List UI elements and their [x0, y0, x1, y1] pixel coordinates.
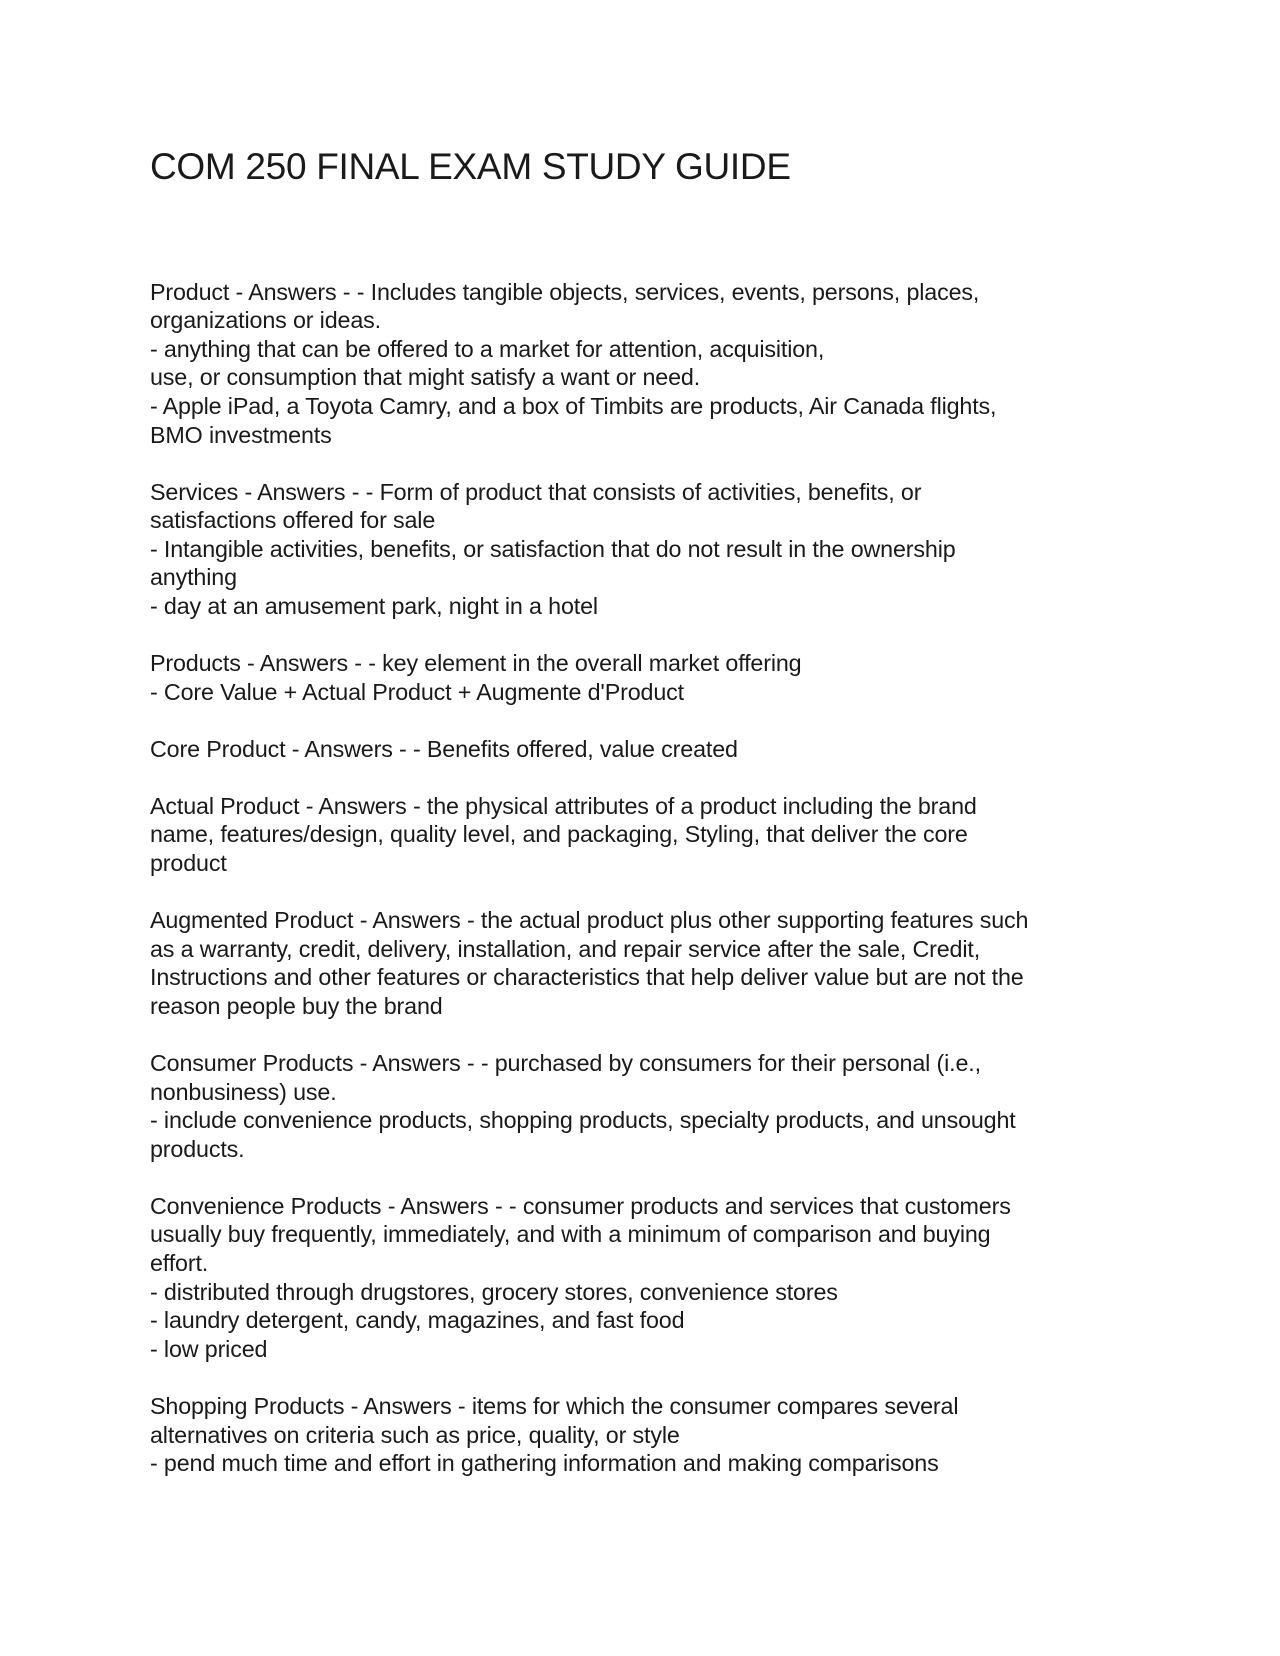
entry-line: satisfactions offered for sale [150, 507, 436, 534]
entry-line: - low priced [150, 1335, 268, 1362]
glossary-entry [150, 735, 1150, 764]
entry-line: Actual Product - Answers - the physical attributes of a product including the brand [150, 792, 977, 819]
glossary-entry [150, 906, 1150, 1020]
entry-line: - anything that can be offered to a market for attention, acquisition, [150, 335, 825, 362]
glossary-entry [150, 792, 1150, 878]
entry-line: - laundry detergent, candy, magazines, and fast food [150, 1307, 685, 1334]
glossary-entry [150, 278, 1150, 450]
entry-line: - Intangible activities, benefits, or satisfaction that do not result in the ownership [150, 535, 956, 562]
entry-line: name, features/design, quality level, and packaging, Styling, that deliver the core [150, 821, 968, 848]
glossary-entry [150, 1392, 1150, 1478]
entry-line: as a warranty, credit, delivery, installation, and repair service after the sale, Credit, [150, 935, 981, 962]
entry-line: - day at an amusement park, night in a hotel [150, 592, 598, 619]
entry-line: alternatives on criteria such as price, quality, or style [150, 1421, 680, 1448]
entry-line: - pend much time and effort in gathering information and making comparisons [150, 1450, 939, 1477]
entry-line: BMO investments [150, 421, 332, 448]
entry-line: nonbusiness) use. [150, 1078, 337, 1105]
entry-line: products. [150, 1135, 245, 1162]
entry-line: reason people buy the brand [150, 992, 443, 1019]
entry-line: Instructions and other features or characteristics that help deliver value but are not the [150, 964, 1024, 991]
entry-line: Convenience Products - Answers - - consumer products and services that customers [150, 1192, 1011, 1219]
entry-line: Product - Answers - - Includes tangible objects, services, events, persons, places, [150, 278, 980, 305]
entry-line: - include convenience products, shopping products, specialty products, and unsought [150, 1107, 1016, 1134]
glossary-entry [150, 649, 1150, 706]
page-title: COM 250 FINAL EXAM STUDY GUIDE [150, 146, 791, 187]
entry-line: product [150, 850, 227, 877]
entry-list [150, 278, 1150, 1478]
entry-line: usually buy frequently, immediately, and with a minimum of comparison and buying [150, 1221, 991, 1248]
entry-line: - Core Value + Actual Product + Augmente d'Product [150, 678, 684, 705]
glossary-entry [150, 1192, 1150, 1364]
entry-line: Services - Answers - - Form of product that consists of activities, benefits, or [150, 478, 922, 505]
entry-line: Shopping Products - Answers - items for which the consumer compares several [150, 1392, 959, 1419]
entry-line: Core Product - Answers - - Benefits offered, value created [150, 735, 738, 762]
entry-line: use, or consumption that might satisfy a want or need. [150, 364, 701, 391]
glossary-entry [150, 1049, 1150, 1163]
document-page [150, 146, 1150, 1506]
entry-line: organizations or ideas. [150, 307, 381, 334]
entry-line: effort. [150, 1250, 209, 1277]
entry-line: anything [150, 564, 237, 591]
entry-line: Augmented Product - Answers - the actual product plus other supporting features such [150, 907, 1029, 934]
entry-line: Products - Answers - - key element in the overall market offering [150, 650, 802, 677]
glossary-entry [150, 478, 1150, 621]
entry-line: - distributed through drugstores, grocery stores, convenience stores [150, 1278, 838, 1305]
entry-line: - Apple iPad, a Toyota Camry, and a box of Timbits are products, Air Canada flights, [150, 392, 997, 419]
entry-line: Consumer Products - Answers - - purchased by consumers for their personal (i.e., [150, 1050, 981, 1077]
